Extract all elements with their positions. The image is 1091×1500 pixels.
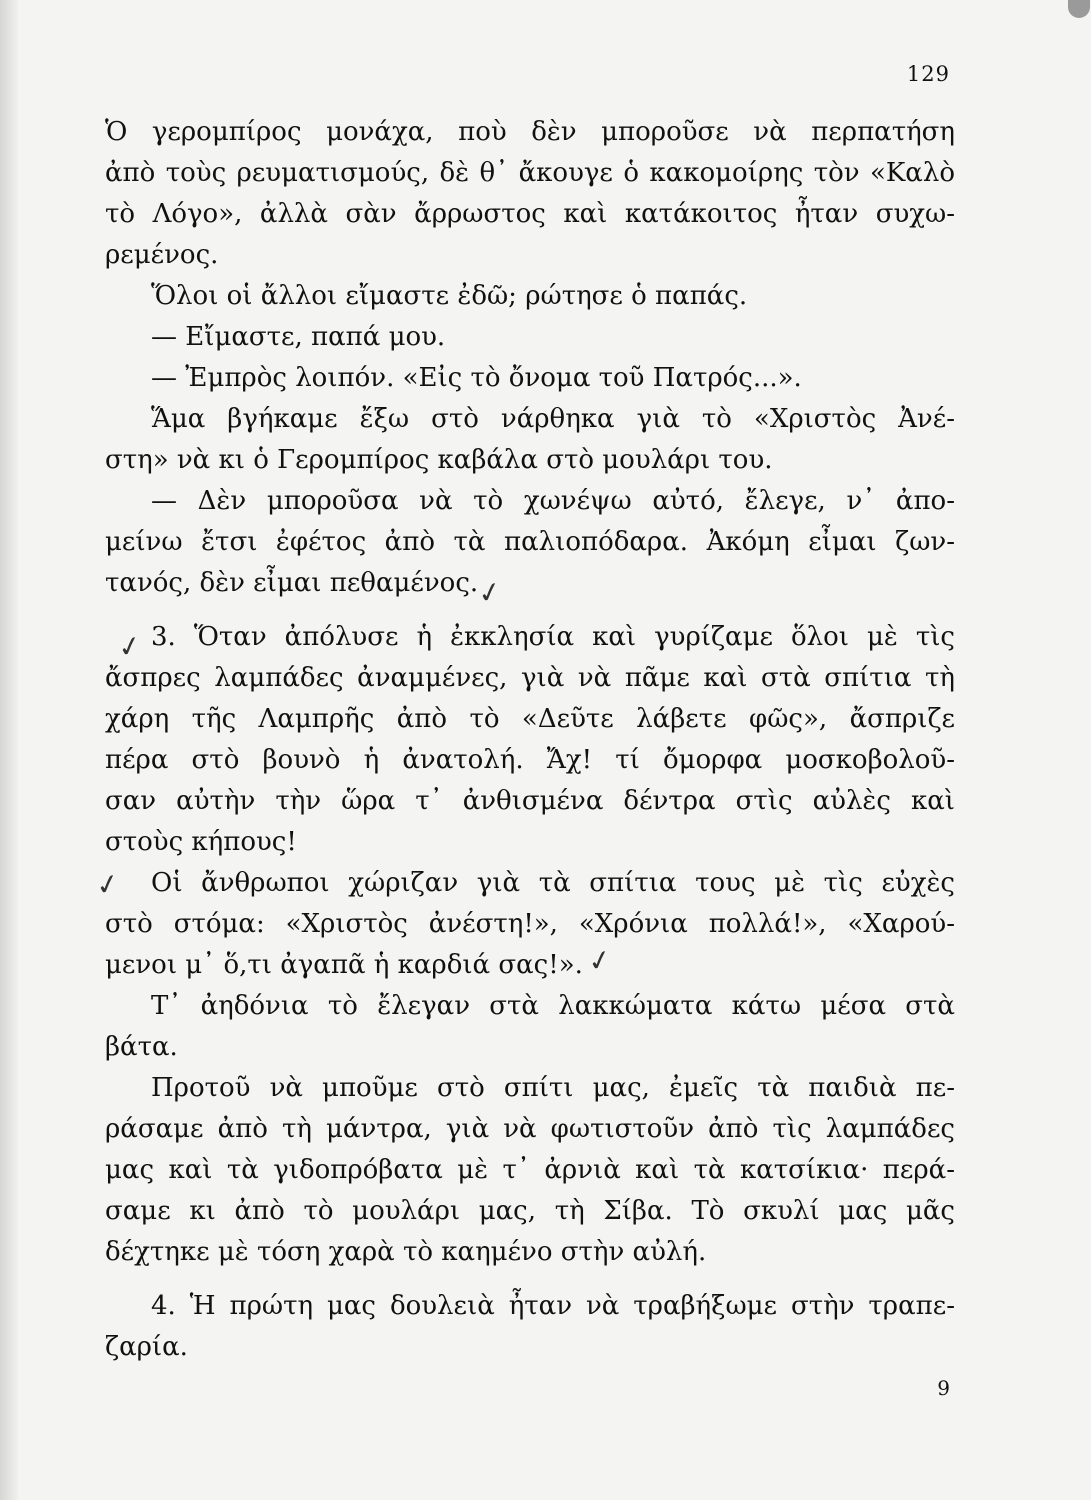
text-line: μείνω ἔτσι ἐφέτος ἀπὸ τὰ παλιοπόδαρα. Ἀκόμη εἶμαι ζων- [105, 527, 955, 557]
text-line: 3. Ὅταν ἀπόλυσε ἡ ἐκκλησία καὶ γυρίζαμε ὅλοι μὲ τὶς [151, 622, 955, 652]
body-text [105, 112, 955, 1368]
page-binding-edge [0, 0, 18, 1500]
text-line: βάτα. [105, 1032, 178, 1062]
check-mark-icon: ✓ [114, 627, 145, 666]
corner-dot [1068, 0, 1090, 18]
paragraph [105, 358, 955, 399]
text-line: — Δὲν μποροῦσα νὰ τὸ χωνέψω αὐτό, ἔλεγε, ν᾿ ἀπο- [151, 486, 955, 516]
text-line: — Εἴμαστε, παπά μου. [151, 322, 446, 352]
text-line: τὸ Λόγο», ἀλλὰ σὰν ἄρρωστος καὶ κατάκοιτος ἦταν συχω- [105, 199, 955, 229]
check-mark-icon: ✓ [474, 573, 505, 612]
check-mark-icon: ✓ [92, 865, 123, 904]
text-line: δέχτηκε μὲ τόση χαρὰ τὸ καημένο στὴν αὐλή. [105, 1237, 707, 1267]
text-line: ἀπὸ τοὺς ρευματισμούς, δὲ θ᾿ ἄκουγε ὁ κακομοίρης τὸν «Καλὸ [105, 158, 955, 188]
text-line: τανός, δὲν εἶμαι πεθαμένος. [105, 568, 479, 598]
text-line: ρεμένος. [105, 240, 219, 270]
paragraph [105, 317, 955, 358]
text-line: στοὺς κήπους! [105, 827, 297, 857]
text-line: Ὁ γερομπίρος μονάχα, ποὺ δὲν μποροῦσε νὰ περπατήση [105, 117, 955, 147]
text-line: Προτοῦ νὰ μποῦμε στὸ σπίτι μας, ἐμεῖς τὰ παιδιὰ πε- [151, 1073, 955, 1103]
text-line: Ὅλοι οἱ ἄλλοι εἴμαστε ἐδῶ; ρώτησε ὁ παπάς. [151, 281, 748, 311]
paragraph [105, 112, 955, 276]
text-line: στη» νὰ κι ὁ Γερομπίρος καβάλα στὸ μουλάρι του. [105, 445, 773, 475]
text-line: ζαρία. [105, 1332, 188, 1362]
text-line: μας καὶ τὰ γιδοπρόβατα μὲ τ᾿ ἀρνιὰ καὶ τὰ κατσίκια· περά- [105, 1155, 955, 1185]
paragraph [105, 863, 955, 986]
text-line: πέρα στὸ βουνὸ ἡ ἀνατολή. Ἄχ! τί ὄμορφα μοσκοβολοῦ- [105, 745, 955, 775]
paragraph [105, 399, 955, 481]
text-line: σαν αὐτὴν τὴν ὥρα τ᾿ ἀνθισμένα δέντρα στὶς αὐλὲς καὶ [105, 786, 955, 816]
text-line: χάρη τῆς Λαμπρῆς ἀπὸ τὸ «Δεῦτε λάβετε φῶς», ἄσπριζε [105, 704, 955, 734]
text-line: Τ᾿ ἀηδόνια τὸ ἔλεγαν στὰ λακκώματα κάτω μέσα στὰ [151, 991, 955, 1021]
paragraph [105, 617, 955, 863]
paragraph [105, 481, 955, 604]
paragraph [105, 1068, 955, 1273]
text-line: 4. Ἡ πρώτη μας δουλειὰ ἦταν νὰ τραβήξωμε στὴν τραπε- [151, 1291, 955, 1321]
paragraph [105, 276, 955, 317]
text-line: στὸ στόμα: «Χριστὸς ἀνέστη!», «Χρόνια πολλά!», «Χαρού- [105, 909, 955, 939]
text-line: ἄσπρες λαμπάδες ἀναμμένες, γιὰ νὰ πᾶμε καὶ στὰ σπίτια τὴ [105, 663, 955, 693]
check-mark-icon: ✓ [584, 941, 615, 980]
signature-mark: 9 [937, 1376, 950, 1400]
text-line: μενοι μ᾿ ὅ,τι ἀγαπᾶ ἡ καρδιά σας!». [105, 950, 583, 980]
text-line: ράσαμε ἀπὸ τὴ μάντρα, γιὰ νὰ φωτιστοῦν ἀπὸ τὶς λαμπάδες [105, 1114, 955, 1144]
text-line: — Ἐμπρὸς λοιπόν. «Εἰς τὸ ὄνομα τοῦ Πατρός...». [151, 363, 802, 393]
text-line: Ἅμα βγήκαμε ἔξω στὸ νάρθηκα γιὰ τὸ «Χριστὸς Ἀνέ- [151, 404, 955, 434]
page-number: 129 [906, 62, 950, 86]
text-line: Οἱ ἄνθρωποι χώριζαν γιὰ τὰ σπίτια τους μὲ τὶς εὐχὲς [151, 868, 955, 898]
paragraph [105, 1286, 955, 1368]
paragraph [105, 986, 955, 1068]
text-line: σαμε κι ἀπὸ τὸ μουλάρι μας, τὴ Σίβα. Τὸ σκυλί μας μᾶς [105, 1196, 955, 1226]
